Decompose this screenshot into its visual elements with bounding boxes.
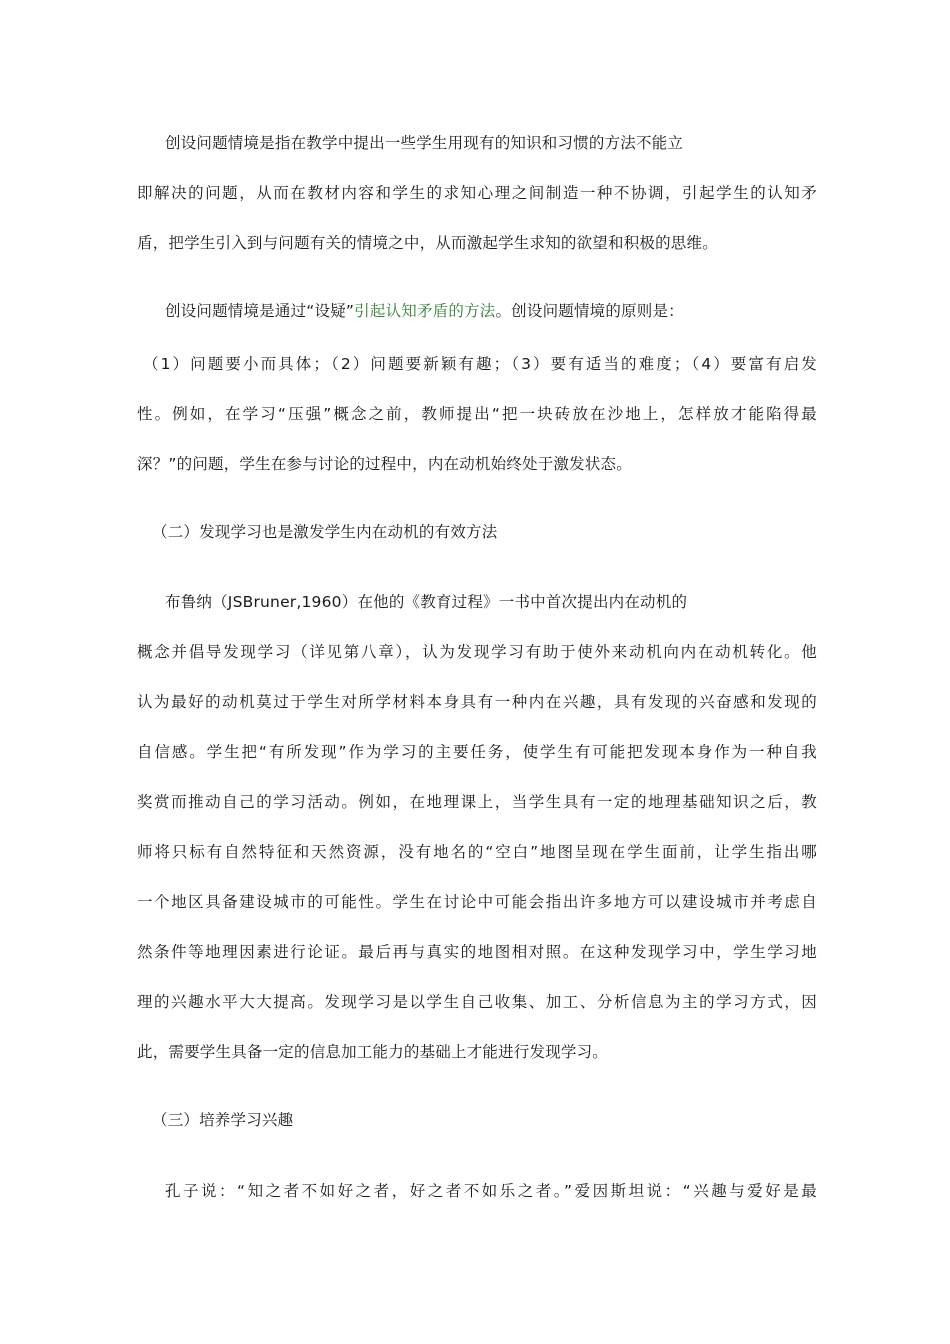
paragraph-2-line-2: （1）问题要小而具体；（2）问题要新颖有趣；（3）要有适当的难度；（4）要富有启发 xyxy=(143,355,817,373)
paragraph-1-line-2: 即解决的问题，从而在教材内容和学生的求知心理之间制造一种不协调，引起学生的认知矛 xyxy=(137,184,817,202)
paragraph-3-line-4: 自信感。学生把“有所发现”作为学习的主要任务，使学生有可能把发现本身作为一种自我 xyxy=(137,743,817,761)
paragraph-1-line-3: 盾，把学生引入到与问题有关的情境之中，从而激起学生求知的欲望和积极的思维。 xyxy=(137,234,718,252)
paragraph-3-line-2: 概念并倡导发现学习（详见第八章），认为发现学习有助于使外来动机向内在动机转化。他 xyxy=(137,643,817,661)
paragraph-2-line-4: 深？”的问题，学生在参与讨论的过程中，内在动机始终处于激发状态。 xyxy=(137,455,632,473)
paragraph-2-text-after: 。创设问题情境的原则是： xyxy=(495,302,684,320)
paragraph-3-line-3: 认为最好的动机莫过于学生对所学材料本身具有一种内在兴趣，具有发现的兴奋感和发现的 xyxy=(137,693,817,711)
paragraph-3-line-7: 一个地区具备建设城市的可能性。学生在讨论中可能会指出许多地方可以建设城市并考虑自 xyxy=(137,893,817,911)
paragraph-2-highlight-link[interactable]: 引起认知矛盾的方法 xyxy=(354,302,496,320)
paragraph-3-line-6: 师将只标有自然特征和天然资源，没有地名的“空白”地图呈现在学生面前，让学生指出哪 xyxy=(137,843,817,861)
section-heading-2: （二）发现学习也是激发学生内在动机的有效方法 xyxy=(152,523,498,541)
paragraph-3-line-5: 奖赏而推动自己的学习活动。例如，在地理课上，当学生具有一定的地理基础知识之后，教 xyxy=(137,793,817,811)
paragraph-2-text-before: 创设问题情境是通过“设疑” xyxy=(165,302,355,320)
paragraph-3-line-1: 布鲁纳（JSBruner,1960）在他的《教育过程》一书中首次提出内在动机的 xyxy=(165,593,688,611)
paragraph-1-line-1: 创设问题情境是指在教学中提出一些学生用现有的知识和习惯的方法不能立 xyxy=(165,134,684,152)
paragraph-3-line-9: 理的兴趣水平大大提高。发现学习是以学生自己收集、加工、分析信息为主的学习方式，因 xyxy=(137,993,817,1011)
section-heading-3: （三）培养学习兴趣 xyxy=(152,1111,294,1129)
paragraph-4-line-1: 孔子说：“知之者不如好之者，好之者不如乐之者。”爱因斯坦说：“兴趣与爱好是最 xyxy=(165,1182,817,1200)
paragraph-2-line-1 xyxy=(165,301,684,321)
paragraph-3-line-8: 然条件等地理因素进行论证。最后再与真实的地图相对照。在这种发现学习中，学生学习地 xyxy=(137,943,817,961)
paragraph-2-line-3: 性。例如，在学习“压强”概念之前，教师提出“把一块砖放在沙地上，怎样放才能陷得最 xyxy=(137,405,817,423)
paragraph-3-line-10: 此，需要学生具备一定的信息加工能力的基础上才能进行发现学习。 xyxy=(137,1043,609,1061)
